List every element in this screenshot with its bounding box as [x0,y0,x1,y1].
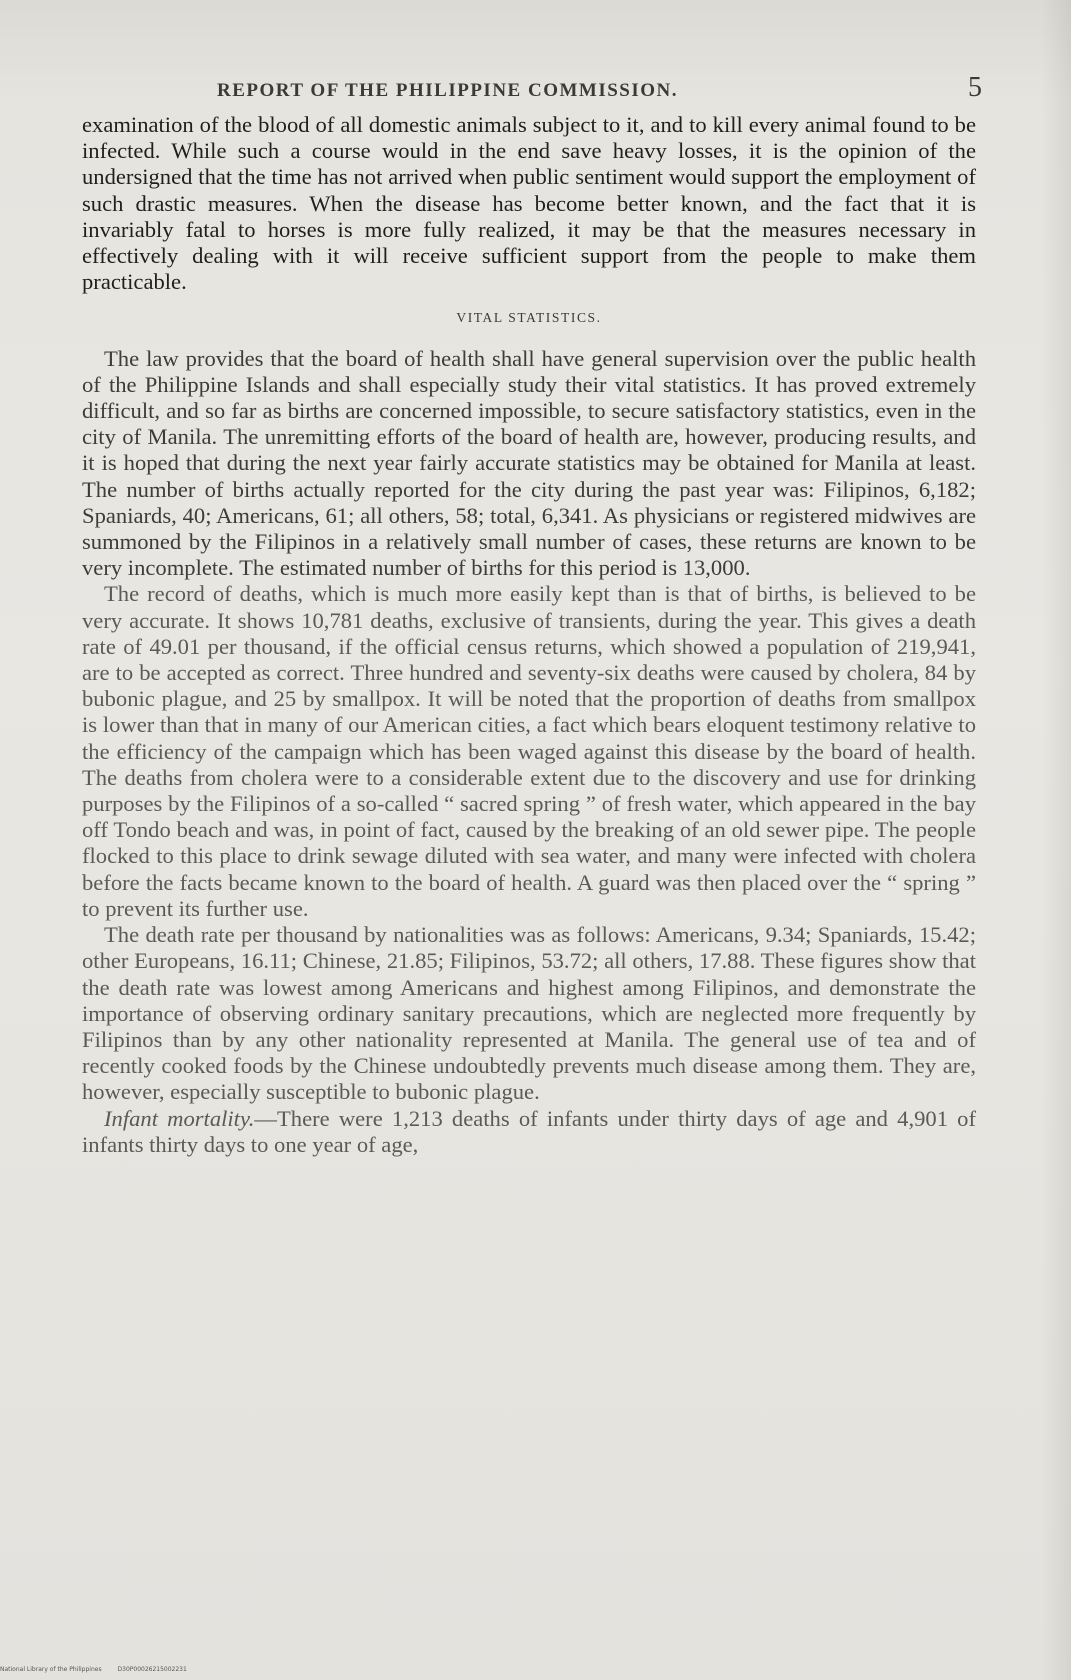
scan-footer [0,1666,400,1678]
paragraph-births: The law provides that the board of health shall have general supervision over the public health of the Philippine Islands and shall especially study their vital statistics. It has proved extremely difficult, and so far as births are concerned impossible, to secure satisfactory statistics, even in the city of Manila. The unremitting efforts of the board of health are, however, producing results, and it is hoped that during the next year fairly accurate statistics may be obtained for Manila at least. The number of births actually reported for the city during the past year was: Filipinos, 6,182; Spaniards, 40; Americans, 61; all others, 58; total, 6,341. As physicians or registered midwives are summoned by the Filipinos in a relatively small number of cases, these returns are known to be very incomplete. The estimated number of births for this period is 13,000. [82,345,976,581]
infant-mortality-text: —There were 1,213 deaths of infants under thirty days of age and 4,901 of infants thirty days to one year of age, [82,1105,976,1157]
paragraph-death-rate-nationalities: The death rate per thousand by nationalities was as follows: Americans, 9.34; Spaniards, 15.42; other Europeans, 16.11; Chinese, 21.85; Filipinos, 53.72; all others, 17.88. These figures show that the death rate was lowest among Americans and highest among Filipinos, and demonstrate the importance of observing ordinary sanitary precautions, which are neglected more frequently by Filipinos than by any other nationality represented at Manila. The general use of tea and of recently cooked foods by the Chinese undoubtedly prevents much disease among them. They are, however, especially susceptible to bubonic plague. [82,922,976,1105]
body-text [82,112,976,1158]
page-header [82,70,982,110]
footer-code: D30P00026215002231 [117,1666,187,1673]
infant-mortality-label: Infant mortality. [104,1105,255,1131]
paragraph-infant-mortality [82,1106,976,1158]
paragraph-continued: examination of the blood of all domestic animals subject to it, and to kill every animal found to be infected. While such a course would in the end save heavy losses, it is the opinion of the undersigned that the time has not arrived when public sentiment would support the employment of such drastic measures. When the disease has become better known, and the fact that it is invariably fatal to horses is more fully realized, it may be that the measures necessary in effectively dealing with it will receive sufficient support from the people to make them practicable. [82,112,976,295]
paragraph-deaths: The record of deaths, which is much more easily kept than is that of births, is believed to be very accurate. It shows 10,781 deaths, exclusive of transients, during the year. This gives a death rate of 49.01 per thousand, if the official census returns, which showed a population of 219,941, are to be accepted as correct. Three hundred and seventy-six deaths were caused by cholera, 84 by bubonic plague, and 25 by smallpox. It will be noted that the proportion of deaths from smallpox is lower than that in many of our American cities, a fact which bears eloquent testimony relative to the efficiency of the campaign which has been waged against this disease by the board of health. The deaths from cholera were to a considerable extent due to the discovery and use for drinking purposes by the Filipinos of a so-called “ sacred spring ” of fresh water, which appeared in the bay off Tondo beach and was, in point of fact, caused by the breaking of an old sewer pipe. The people flocked to this place to drink sewage diluted with sea water, and many were infected with cholera before the facts became known to the board of health. A guard was then placed over the “ spring ” to prevent its further use. [82,581,976,921]
page-number: 5 [968,72,982,103]
footer-library: National Library of the Philippines [0,1666,102,1673]
page-edge-shadow [1041,0,1071,1680]
running-title: REPORT OF THE PHILIPPINE COMMISSION. [217,80,679,101]
section-heading-vital-statistics: VITAL STATISTICS. [456,310,602,326]
